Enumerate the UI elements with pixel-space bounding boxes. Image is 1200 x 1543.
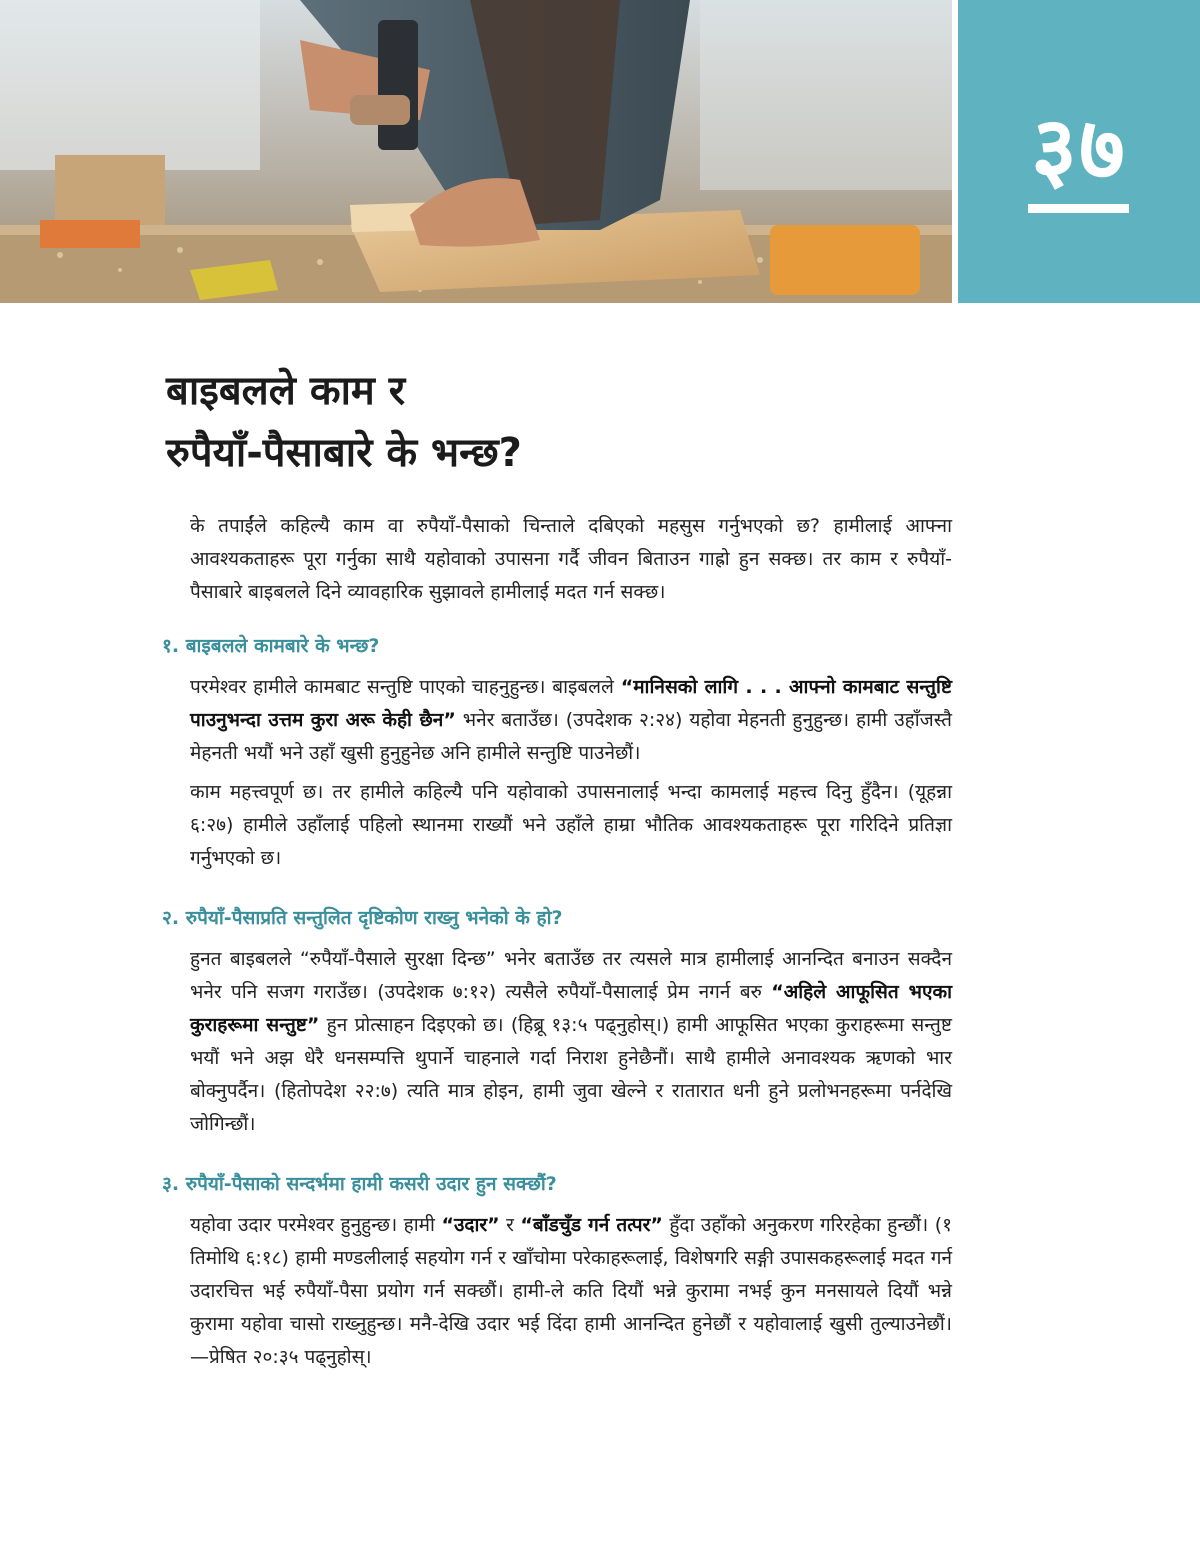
question-3-heading: ३. रुपैयाँ-पैसाको सन्दर्भमा हामी कसरी उदार हुन सक्छौं? xyxy=(162,1173,557,1195)
text-run: र xyxy=(499,1214,521,1236)
question-3-paragraph xyxy=(190,1209,952,1374)
bold-quote: “अहिले आफूसित भएका कुराहरूमा सन्तुष्ट” xyxy=(190,981,952,1036)
text-run: हुन प्रोत्साहन दिइएको छ। (हिब्रू १३:५ पढ्नुहोस्।) हामी आफूसित भएका कुराहरूमा सन्तुष्ट भयौं भने अझ धेरै धनसम्पत्ति थुपार्ने चाहनाले गर्दा निराश हुनेछैनौं। साथै हामीले अनावश्यक ऋणको भार बोक्नुपर्दैन। (हितोपदेश २२:७) त्यति मात्र होइन, हामी जुवा खेल्ने र रातारात धनी हुने प्रलोभनहरूमा पर्नदेखि जोगिन्छौं। xyxy=(190,1014,952,1135)
bold-quote: “मानिसको लागि . . . आफ्नो कामबाट सन्तुष्टि पाउनुभन्दा उत्तम कुरा अरू केही छैन” xyxy=(190,676,952,731)
lesson-number: ३७ xyxy=(1031,97,1127,200)
text-run: हुँदा उहाँको अनुकरण गरिरहेका हुन्छौं। (१ तिमोथि ६:१८) हामी मण्डलीलाई सहयोग गर्न र खाँचोमा परेकाहरूलाई, विशेषगरि सङ्गी उपासकहरूलाई मदत गर्न उदारचित्त भई रुपैयाँ-पैसा प्रयोग गर्न सक्छौं। हामी-ले कति दियौं भन्ने कुरामा नभई कुन मनसायले दियौं भन्ने कुरामा यहोवा चासो राख्नुहुन्छ। मनै-देखि उदार भई दिंदा हामी आनन्दित हुनेछौं र यहोवालाई खुसी तुल्याउनेछौं।—प्रेषित २०:३५ पढ्नुहोस्। xyxy=(190,1214,952,1368)
lesson-number-underline xyxy=(1028,204,1129,213)
question-2-paragraph xyxy=(190,943,952,1141)
bold-quote: “बाँडचुँड गर्न तत्पर” xyxy=(520,1214,663,1236)
intro-paragraph: के तपाईंले कहिल्यै काम वा रुपैयाँ-पैसाको चिन्ताले दबिएको महसुस गर्नुभएको छ? हामीलाई आफ्ना आवश्यकताहरू पूरा गर्नुका साथै यहोवाको उपासना गर्दै जीवन बिताउन गाह्रो हुन सक्छ। तर काम र रुपैयाँ-पैसाबारे बाइबलले दिने व्यावहारिक सुझावले हामीलाई मदत गर्न सक्छ। xyxy=(190,515,952,603)
question-1-heading: १. बाइबलले कामबारे के भन्छ? xyxy=(162,635,380,657)
text-run: परमेश्वर हामीले कामबाट सन्तुष्टि पाएको चाहनुहुन्छ। बाइबलले xyxy=(190,676,621,698)
text-run: यहोवा उदार परमेश्वर हुनुहुन्छ। हामी xyxy=(190,1214,442,1236)
text-run: हुनत बाइबलले “रुपैयाँ-पैसाले सुरक्षा दिन्छ” भनेर बताउँछ तर त्यसले मात्र हामीलाई आनन्दित बनाउन सक्दैन भनेर पनि सजग गराउँछ। (उपदेशक ७:१२) त्यसैले रुपैयाँ-पैसालाई प्रेम नगर्न बरु xyxy=(190,948,952,1003)
page-title xyxy=(166,360,522,484)
text-run: भनेर बताउँछ। (उपदेशक २:२४) यहोवा मेहनती हुनुहुन्छ। हामी उहाँजस्तै मेहनती भयौं भने उहाँ खुसी हुनुहुनेछ अनि हामीले सन्तुष्टि पाउनेछौं। xyxy=(190,709,952,764)
question-2-heading: २. रुपैयाँ-पैसाप्रति सन्तुलित दृष्टिकोण राख्नु भनेको के हो? xyxy=(162,907,563,929)
question-1-paragraph-2: काम महत्त्वपूर्ण छ। तर हामीले कहिल्यै पनि यहोवाको उपासनालाई भन्दा कामलाई महत्त्व दिनु हुँदैन। (यूहन्ना ६:२७) हामीले उहाँलाई पहिलो स्थानमा राख्यौं भने उहाँले हाम्रा भौतिक आवश्यकताहरू पूरा गरिदिने प्रतिज्ञा गर्नुभएको छ। xyxy=(190,781,952,869)
carpentry-photo xyxy=(0,0,952,303)
page-title-line-1: बाइबलले काम र xyxy=(166,368,406,414)
carpentry-photo-illustration xyxy=(0,0,952,303)
lesson-number-tab xyxy=(958,0,1200,303)
question-1-paragraph-1 xyxy=(190,671,952,770)
bold-quote: “उदार” xyxy=(441,1214,500,1236)
lesson-body xyxy=(162,510,952,1374)
page-title-line-2: रुपैयाँ-पैसाबारे के भन्छ? xyxy=(166,430,522,476)
